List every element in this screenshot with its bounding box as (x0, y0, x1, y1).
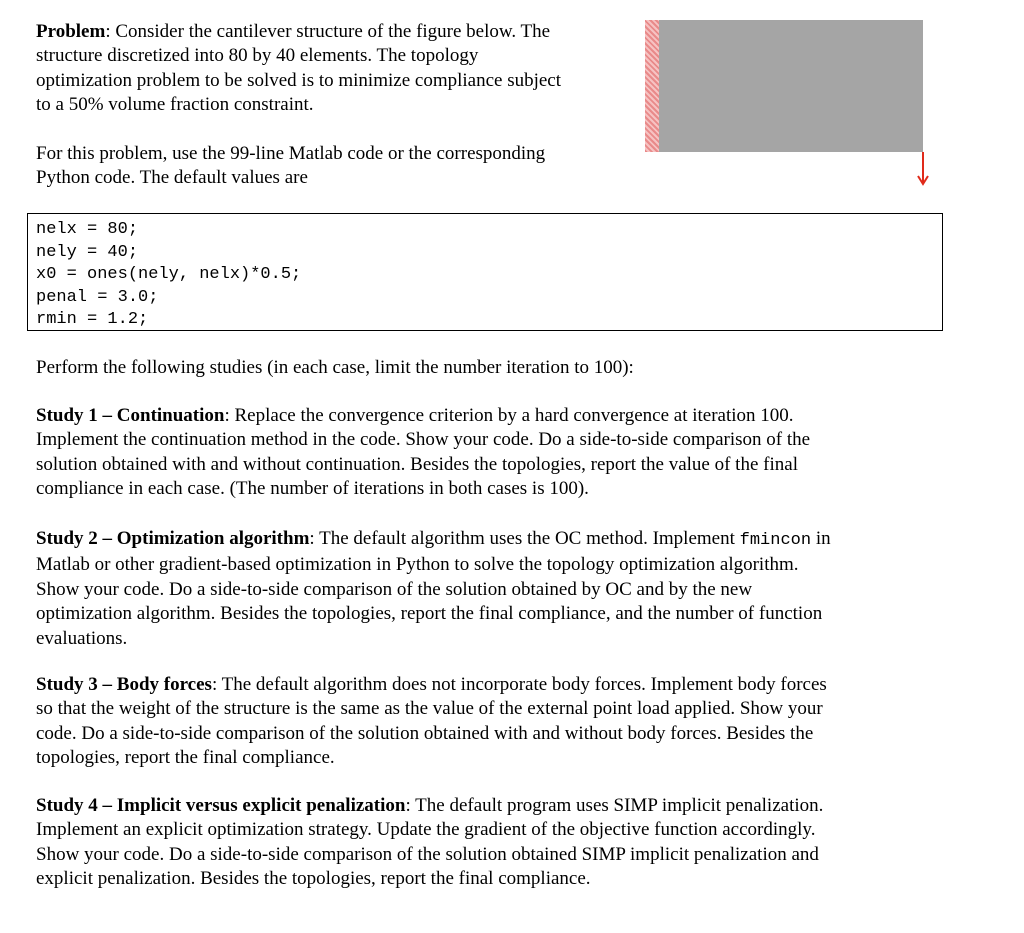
instructions-line-2: Python code. The default values are (36, 167, 308, 189)
study-2-line-3: Show your code. Do a side-to-side comparison of the solution obtained by OC and by the new (36, 578, 753, 600)
study-1-line-4: compliance in each case. (The number of iterations in both cases is 100). (36, 478, 589, 500)
code-line-nelx: nelx = 80; (36, 220, 139, 239)
problem-paragraph (36, 20, 636, 118)
default-values-code-block (27, 213, 943, 331)
study-3-line-1: Study 3 – Body forces: The default algorithm does not incorporate body forces. Implement body forces (36, 674, 827, 695)
study-3-title: Study 3 – Body forces (36, 674, 212, 695)
instructions-line-1: For this problem, use the 99-line Matlab code or the corresponding (36, 143, 546, 164)
instructions-paragraph (36, 142, 636, 191)
study-1-paragraph (36, 404, 810, 502)
study-2-line-1: Study 2 – Optimization algorithm: The default algorithm uses the OC method. Implement fmincon in (36, 528, 831, 550)
study-4-title: Study 4 – Implicit versus explicit penalization (36, 795, 406, 816)
problem-line-3: optimization problem to be solved is to minimize compliance subject (36, 69, 562, 91)
code-line-x0: x0 = ones(nely, nelx)*0.5; (36, 265, 302, 284)
study-1-line-1: Study 1 – Continuation: Replace the convergence criterion by a hard convergence at iteration 100. (36, 405, 794, 426)
design-domain (659, 20, 923, 152)
study-3-paragraph (36, 673, 827, 771)
problem-line-1: Problem: Consider the cantilever structure of the figure below. The (36, 21, 551, 42)
code-line-penal: penal = 3.0; (36, 287, 159, 307)
study-2-line-4: optimization algorithm. Besides the topologies, report the final compliance, and the number of function (36, 603, 823, 625)
study-4-line-2: Implement an explicit optimization strategy. Update the gradient of the objective function accordingly. (36, 819, 816, 841)
fmincon-code: fmincon (739, 531, 812, 550)
study-2-title: Study 2 – Optimization algorithm (36, 528, 310, 549)
study-4-line-3: Show your code. Do a side-to-side comparison of the solution obtained SIMP implicit penalization and (36, 843, 819, 865)
study-4-line-4: explicit penalization. Besides the topologies, report the final compliance. (36, 868, 591, 890)
problem-line-2: structure discretized into 80 by 40 elements. The topology (36, 45, 479, 67)
study-2-line-2: Matlab or other gradient-based optimization in Python to solve the topology optimization algorithm. (36, 554, 799, 576)
study-4-line-1: Study 4 – Implicit versus explicit penalization: The default program uses SIMP implicit penalization. (36, 795, 824, 816)
cantilever-figure (645, 20, 923, 152)
study-1-line-3: solution obtained with and without continuation. Besides the topologies, report the value of the final (36, 453, 798, 475)
study-2-paragraph (36, 527, 831, 651)
problem-line-4: to a 50% volume fraction constraint. (36, 94, 314, 116)
code-line-rmin: rmin = 1.2; (36, 310, 149, 329)
study-3-line-2: so that the weight of the structure is the same as the value of the external point load applied. Show your (36, 698, 823, 720)
fixed-support-hatching (645, 20, 659, 152)
studies-intro: Perform the following studies (in each case, limit the number iteration to 100): (36, 357, 634, 378)
study-3-line-4: topologies, report the final compliance. (36, 747, 335, 769)
point-load-arrow-icon (915, 152, 931, 186)
problem-label: Problem (36, 21, 106, 42)
study-1-title: Study 1 – Continuation (36, 405, 225, 426)
code-line-nely: nely = 40; (36, 242, 139, 262)
study-1-line-2: Implement the continuation method in the code. Show your code. Do a side-to-side comparison of the (36, 429, 811, 451)
study-4-paragraph (36, 794, 823, 892)
study-3-line-3: code. Do a side-to-side comparison of the solution obtained with and without body forces. Besides the (36, 722, 814, 744)
study-2-line-5: evaluations. (36, 627, 128, 649)
